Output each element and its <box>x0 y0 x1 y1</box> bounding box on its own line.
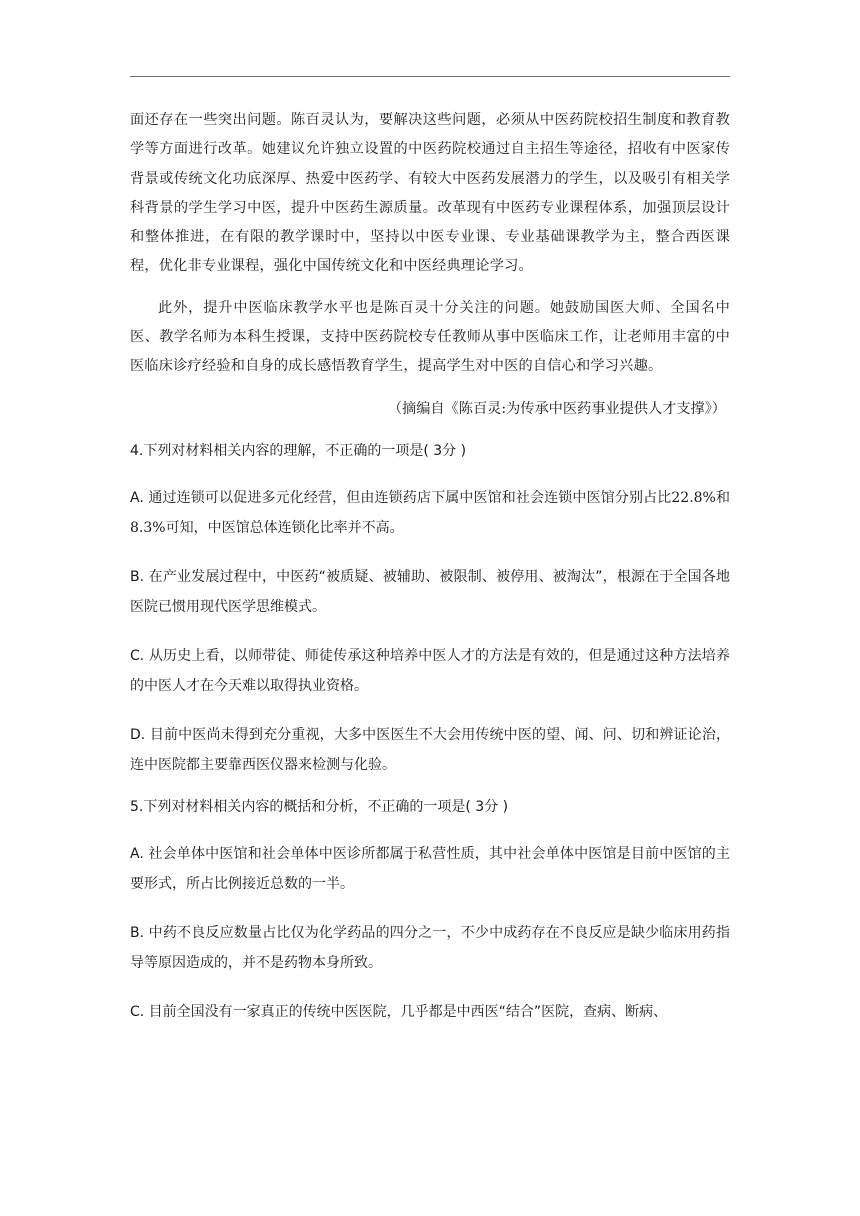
passage-paragraph-1: 面还存在一些突出问题。陈百灵认为，要解决这些问题，必须从中医药院校招生制度和教育教学等方面进行改革。她建议允许独立设置的中医药院校通过自主招生等途径，招收有中医家传背景或传统文化功底深厚、热爱中医药学、有较大中医药发展潜力的学生，以及吸引有相关学科背景的学生学习中医，提升中医药生源质量。改革现有中医药专业课程体系，加强顶层设计和整体推进，在有限的教学课时中，坚持以中医专业课、专业基础课教学为主，整合西医课程，优化非专业课程，强化中国传统文化和中医经典理论学习。 <box>130 112 730 275</box>
option-a-text-suffix: 可知，中医馆总体连锁化比率并不高。 <box>165 519 404 536</box>
passage-source: （摘编自《陈百灵:为传承中医药事业提供人才支撑》） <box>387 400 726 417</box>
question-5-option-c[interactable]: C. 目前全国没有一家真正的传统中医医院，几乎都是中西医“结合”医院，查病、断病、 <box>130 1003 668 1020</box>
question-4-option-a[interactable] <box>130 483 730 543</box>
question-4 <box>130 440 730 780</box>
passage-paragraph-2: 此外，提升中医临床教学水平也是陈百灵十分关注的问题。她鼓励国医大师、全国名中医、教学名师为本科生授课，支持中医药院校专任教师从事中医临床工作，让老师用丰富的中医临床诊疗经验和自身的成长感悟教育学生，提高学生对中医的自信心和学习兴趣。 <box>130 299 730 375</box>
option-a-number-1: 22.8% <box>671 489 716 506</box>
header-rule <box>130 76 730 77</box>
question-5 <box>130 796 730 1027</box>
question-4-stem: 4.下列对材料相关内容的理解，不正确的一项是( 3分 ) <box>130 442 467 459</box>
question-5-stem: 5.下列对材料相关内容的概括和分析，不正确的一项是( 3分 ) <box>130 798 509 815</box>
question-4-option-d[interactable]: D. 目前中医尚未得到充分重视，大多中医医生不大会用传统中医的望、闻、问、切和辨证论治，连中医院都主要靠西医仪器来检测与化验。 <box>130 726 730 773</box>
option-a-text-prefix: A. 通过连锁可以促进多元化经营，但由连锁药店下属中医馆和社会连锁中医馆分别占比 <box>130 489 672 506</box>
reading-passage <box>130 106 730 424</box>
option-a-text-mid: 和 <box>715 489 730 506</box>
question-4-option-b[interactable]: B. 在产业发展过程中，中医药“被质疑、被辅助、被限制、被停用、被淘汰”，根源在于全国各地医院已惯用现代医学思维模式。 <box>130 568 730 615</box>
question-5-option-b[interactable]: B. 中药不良反应数量占比仅为化学药品的四分之一，不少中成药存在不良反应是缺少临床用药指导等原因造成的，并不是药物本身所致。 <box>130 924 730 971</box>
question-5-option-a[interactable]: A. 社会单体中医馆和社会单体中医诊所都属于私营性质，其中社会单体中医馆是目前中医馆的主要形式，所占比例接近总数的一半。 <box>130 845 730 892</box>
option-a-number-2: 8.3% <box>130 519 166 536</box>
page-content <box>130 106 730 1027</box>
question-4-option-c[interactable]: C. 从历史上看，以师带徒、师徒传承这种培养中医人才的方法是有效的，但是通过这种方法培养的中医人才在今天难以取得执业资格。 <box>130 647 730 694</box>
